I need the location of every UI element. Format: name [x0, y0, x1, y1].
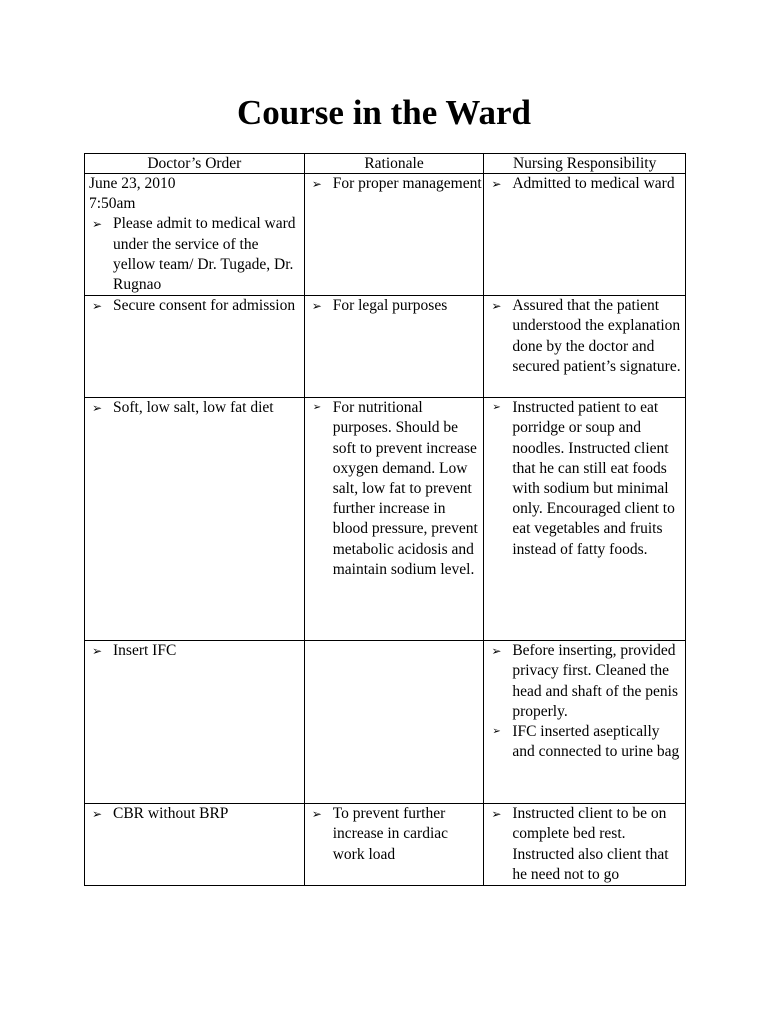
arrow-bullet-icon: ➢ [92, 807, 103, 822]
list-item [309, 398, 484, 580]
list-item [89, 398, 304, 418]
nursing-cell [484, 804, 686, 886]
rationale-text: To prevent further increase in cardiac work load [332, 805, 449, 863]
arrow-bullet-icon: ➢ [92, 401, 103, 416]
nursing-text: IFC inserted aseptically and connected to urine bag [512, 723, 680, 761]
page-title: Course in the Ward [237, 93, 531, 132]
list-item [488, 174, 685, 194]
course-in-ward-table [84, 153, 686, 886]
rationale-cell [304, 398, 484, 641]
arrow-bullet-icon: ➢ [311, 299, 322, 314]
list-item [488, 641, 685, 722]
table-row [85, 641, 686, 804]
nursing-cell [484, 174, 686, 296]
list-item [309, 804, 484, 865]
list-item [488, 296, 685, 377]
order-date: June 23, 2010 [89, 175, 176, 192]
table-row [85, 804, 686, 886]
order-text: CBR without BRP [113, 805, 229, 823]
rationale-text: For legal purposes [332, 297, 448, 315]
order-text: Secure consent for admission [113, 297, 296, 315]
arrow-bullet-icon: ➢ [92, 299, 103, 314]
order-time: 7:50am [89, 195, 136, 213]
nursing-text: Instructed patient to eat porridge or soup and noodles. Instructed client that he can still eat foods with sodium but minimal only. Encouraged client to eat vegetables and fruits instead of fatty foods. [512, 399, 675, 558]
list-item [89, 641, 304, 661]
header-nursing-responsibility: Nursing Responsibility [484, 154, 686, 174]
arrow-bullet-icon: ➢ [491, 644, 502, 659]
nursing-text: Admitted to medical ward [512, 175, 675, 192]
list-item [89, 296, 304, 316]
order-text: Soft, low salt, low fat diet [113, 399, 274, 417]
table-row [85, 174, 686, 296]
rationale-cell [304, 641, 484, 804]
arrow-bullet-icon: ➢ [92, 217, 103, 232]
doctors-order-cell [85, 804, 305, 886]
nursing-text: Before inserting, provided privacy first. Cleaned the head and shaft of the penis properly. [512, 642, 679, 720]
rationale-cell [304, 174, 484, 296]
doctors-order-cell [85, 641, 305, 804]
list-item [89, 214, 304, 295]
nursing-text: Assured that the patient understood the explanation done by the doctor and secured patient’s signature. [512, 297, 681, 375]
list-item [488, 804, 685, 885]
arrow-bullet-icon: ➢ [491, 299, 502, 314]
arrow-bullet-icon: ➢ [92, 644, 103, 659]
list-item [488, 398, 685, 560]
nursing-cell [484, 398, 686, 641]
nursing-text: Instructed client to be on complete bed rest. Instructed also client that he need not to go [512, 805, 669, 883]
doctors-order-cell [85, 296, 305, 398]
list-item [89, 804, 304, 824]
rationale-text: For nutritional purposes. Should be soft to prevent increase oxygen demand. Low salt, low fat to prevent further increase in blood pressure, prevent metabolic acidosis and maintain sodium level. [332, 399, 478, 578]
arrow-bullet-icon: ➢ [491, 807, 502, 822]
table-row [85, 296, 686, 398]
nursing-cell [484, 296, 686, 398]
arrow-bullet-icon: ➢ [311, 177, 322, 191]
order-text: Please admit to medical ward under the service of the yellow team/ Dr. Tugade, Dr. Rugnao [113, 215, 296, 294]
arrow-bullet-icon: ➢ [311, 807, 322, 822]
list-item [488, 722, 685, 762]
arrow-bullet-icon: ➢ [491, 177, 502, 191]
arrow-bullet-icon: ➢ [492, 726, 501, 738]
table-header-row [85, 154, 686, 174]
rationale-text: For proper management [332, 175, 482, 192]
order-text: Insert IFC [113, 642, 177, 660]
doctors-order-cell [85, 398, 305, 641]
arrow-bullet-icon: ➢ [312, 402, 322, 414]
arrow-bullet-icon: ➢ [492, 402, 501, 414]
nursing-cell [484, 641, 686, 804]
header-rationale: Rationale [304, 154, 484, 174]
table-row [85, 398, 686, 641]
doctors-order-cell [85, 174, 305, 296]
header-doctors-order: Doctor’s Order [85, 154, 305, 174]
rationale-cell [304, 296, 484, 398]
list-item [309, 174, 484, 194]
rationale-cell [304, 804, 484, 886]
list-item [309, 296, 484, 316]
